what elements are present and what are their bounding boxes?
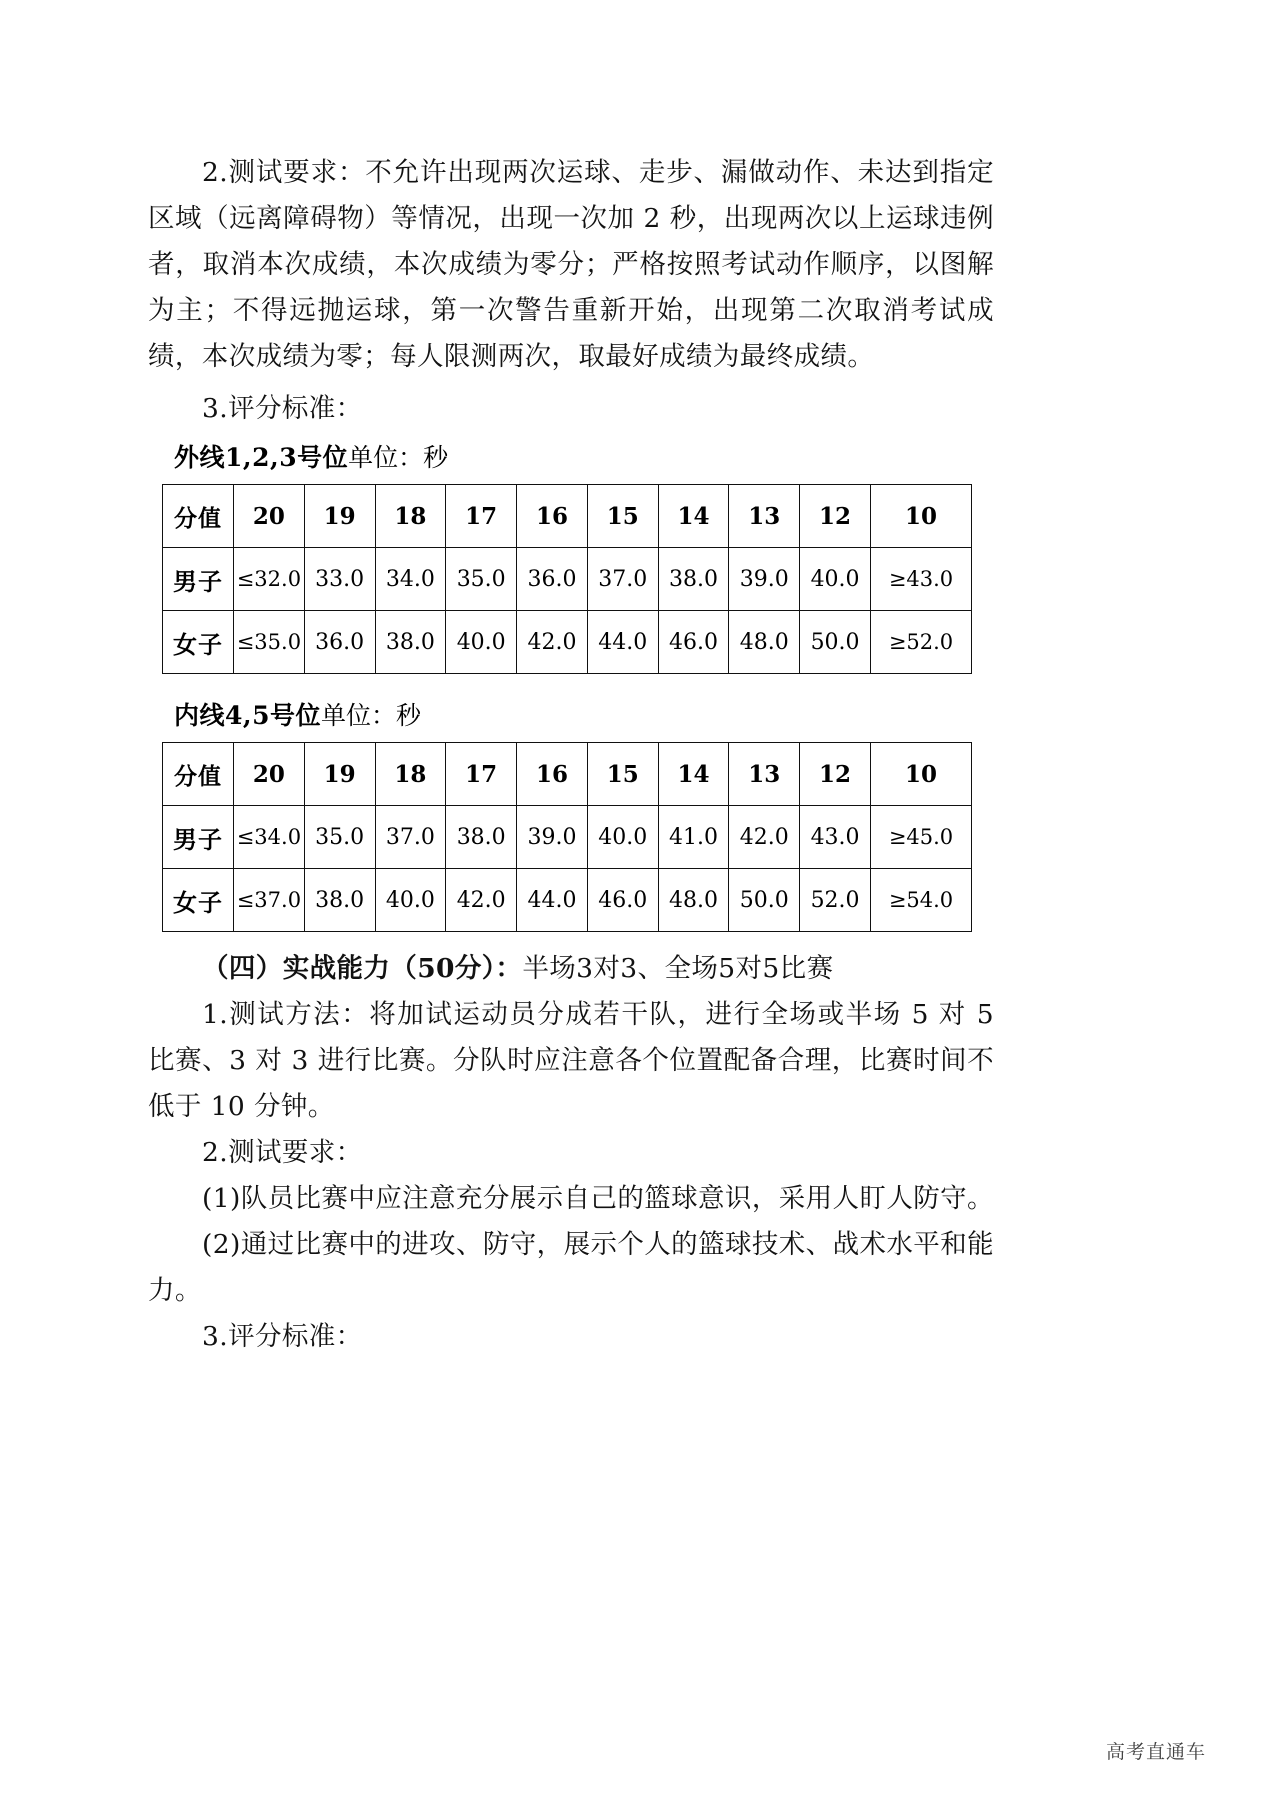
table-inside-row-label-female: 女子 — [163, 869, 234, 932]
table-outside-score-0: 20 — [234, 485, 305, 548]
table-outside-female-2: 38.0 — [375, 611, 446, 674]
watermark: 高考直通车 — [1105, 1741, 1206, 1763]
table-inside-male-6: 41.0 — [658, 806, 729, 869]
document-body — [148, 150, 994, 1360]
table-inside-scores — [162, 742, 972, 932]
paragraph-test-method: 1.测试方法：将加试运动员分成若干队，进行全场或半场 5 对 5 比赛、3 对 3 进行比赛。分队时应注意各个位置配备合理，比赛时间不低于 10 分钟。 — [148, 999, 994, 1122]
table-outside-score-5: 15 — [587, 485, 658, 548]
table-outside-female-3: 40.0 — [446, 611, 517, 674]
spacer — [148, 674, 994, 696]
table-row — [163, 869, 972, 932]
table-outside-female-1: 36.0 — [304, 611, 375, 674]
paragraph-scoring-standard-label-2: 3.评分标准： — [202, 1321, 363, 1352]
table-inside-male-0: ≤34.0 — [234, 806, 305, 869]
table-outside-female-8: 50.0 — [800, 611, 871, 674]
table-inside-female-1: 38.0 — [304, 869, 375, 932]
table-inside-male-8: 43.0 — [800, 806, 871, 869]
table-inside-score-4: 16 — [517, 743, 588, 806]
table-row — [163, 743, 972, 806]
table-outside-male-9: ≥43.0 — [871, 548, 972, 611]
table-inside-male-1: 35.0 — [304, 806, 375, 869]
table-inside-male-7: 42.0 — [729, 806, 800, 869]
table-outside-score-9: 10 — [871, 485, 972, 548]
table-inside-score-9: 10 — [871, 743, 972, 806]
spacer — [148, 932, 994, 946]
table-outside-header-label: 分值 — [163, 485, 234, 548]
table-outside-male-0: ≤32.0 — [234, 548, 305, 611]
table-outside-female-7: 48.0 — [729, 611, 800, 674]
paragraph-requirement-1: (1)队员比赛中应注意充分展示自己的篮球意识，采用人盯人防守。 — [202, 1183, 994, 1214]
table-outside-score-1: 19 — [304, 485, 375, 548]
table-inside-female-0: ≤37.0 — [234, 869, 305, 932]
table-row — [163, 611, 972, 674]
table-inside-female-5: 46.0 — [587, 869, 658, 932]
paragraph-section-four-heading — [148, 946, 994, 992]
table-outside-female-6: 46.0 — [658, 611, 729, 674]
paragraph-scoring-standard-label: 3.评分标准： — [202, 393, 363, 424]
paragraph-test-requirements: 2.测试要求：不允许出现两次运球、走步、漏做动作、未达到指定区域（远离障碍物）等情况，出现一次加 2 秒，出现两次以上运球违例者，取消本次成绩，本次成绩为零分；严格按照考试动作顺序，以图解为主；不得远抛运球，第一次警告重新开始，出现第二次取消考试成绩，本次成绩为零；每人限测两次，取最好成绩为最终成绩。 — [148, 157, 994, 372]
table-inside-female-8: 52.0 — [800, 869, 871, 932]
table-outside-male-6: 38.0 — [658, 548, 729, 611]
table-inside-score-3: 17 — [446, 743, 517, 806]
table-inside-row-label-male: 男子 — [163, 806, 234, 869]
table-inside-caption-unit: 单位：秒 — [321, 701, 422, 730]
table-inside-score-8: 12 — [800, 743, 871, 806]
table-inside-score-6: 14 — [658, 743, 729, 806]
table-outside-female-0: ≤35.0 — [234, 611, 305, 674]
paragraph-requirement-2: (2)通过比赛中的进攻、防守，展示个人的篮球技术、战术水平和能力。 — [148, 1229, 994, 1306]
table-inside-female-9: ≥54.0 — [871, 869, 972, 932]
table-outside-male-1: 33.0 — [304, 548, 375, 611]
table-inside-female-2: 40.0 — [375, 869, 446, 932]
table-outside-female-5: 44.0 — [587, 611, 658, 674]
table-outside-male-4: 36.0 — [517, 548, 588, 611]
table-outside-score-6: 14 — [658, 485, 729, 548]
table-inside-male-5: 40.0 — [587, 806, 658, 869]
table-inside-score-7: 13 — [729, 743, 800, 806]
table-outside-score-4: 16 — [517, 485, 588, 548]
section-four-title: （四）实战能力（50分）： — [202, 953, 523, 984]
table-inside-score-0: 20 — [234, 743, 305, 806]
table-outside-score-7: 13 — [729, 485, 800, 548]
table-row — [163, 548, 972, 611]
table-outside-scores — [162, 484, 972, 674]
table-inside-female-6: 48.0 — [658, 869, 729, 932]
table-inside-header-label: 分值 — [163, 743, 234, 806]
table-outside-score-3: 17 — [446, 485, 517, 548]
section-four-subtitle: 半场3对3、全场5对5比赛 — [522, 953, 834, 984]
table-row — [163, 806, 972, 869]
table-inside-male-4: 39.0 — [517, 806, 588, 869]
table-outside-caption — [148, 438, 994, 478]
table-inside-score-2: 18 — [375, 743, 446, 806]
table-inside-score-1: 19 — [304, 743, 375, 806]
table-outside-caption-title: 外线1,2,3号位 — [174, 443, 349, 472]
table-row — [163, 485, 972, 548]
table-inside-male-9: ≥45.0 — [871, 806, 972, 869]
table-inside-caption-title: 内线4,5号位 — [174, 701, 321, 730]
table-outside-score-8: 12 — [800, 485, 871, 548]
table-inside-female-7: 50.0 — [729, 869, 800, 932]
table-outside-male-7: 39.0 — [729, 548, 800, 611]
table-outside-male-2: 34.0 — [375, 548, 446, 611]
table-outside-caption-unit: 单位：秒 — [348, 443, 449, 472]
table-inside-score-5: 15 — [587, 743, 658, 806]
table-outside-male-5: 37.0 — [587, 548, 658, 611]
table-outside-score-2: 18 — [375, 485, 446, 548]
table-inside-female-4: 44.0 — [517, 869, 588, 932]
table-inside-caption — [148, 696, 994, 736]
table-inside-male-2: 37.0 — [375, 806, 446, 869]
table-inside-male-3: 38.0 — [446, 806, 517, 869]
table-outside-female-9: ≥52.0 — [871, 611, 972, 674]
paragraph-test-requirements-label: 2.测试要求： — [202, 1137, 363, 1168]
table-inside-female-3: 42.0 — [446, 869, 517, 932]
table-outside-male-3: 35.0 — [446, 548, 517, 611]
table-outside-row-label-male: 男子 — [163, 548, 234, 611]
table-outside-row-label-female: 女子 — [163, 611, 234, 674]
table-outside-female-4: 42.0 — [517, 611, 588, 674]
table-outside-male-8: 40.0 — [800, 548, 871, 611]
